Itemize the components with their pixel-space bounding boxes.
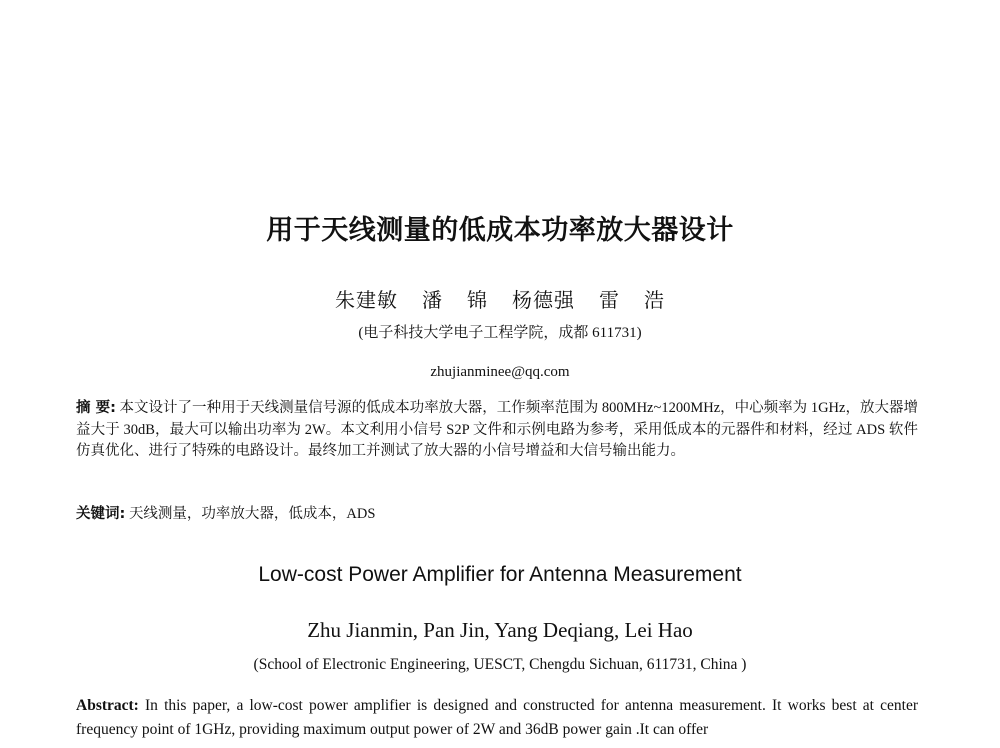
affiliation-cn: (电子科技大学电子工程学院，成都 611731): [358, 325, 642, 341]
abstract-cn: [76, 398, 918, 463]
abstract-cn-label: 摘 要:: [76, 400, 116, 416]
abstract-en: [76, 694, 918, 742]
paper-title-cn: 用于天线测量的低成本功率放大器设计: [266, 215, 734, 246]
authors-en: Zhu Jianmin, Pan Jin, Yang Deqiang, Lei Hao: [307, 618, 693, 642]
authors-cn: 朱建敏 潘 锦 杨德强 雷 浩: [335, 290, 665, 312]
keywords-cn: [76, 504, 918, 526]
keywords-cn-label: 关键词:: [76, 506, 126, 522]
affiliation-en: (School of Electronic Engineering, UESCT, Chengdu Sichuan, 611731, China ): [253, 656, 747, 673]
keywords-cn-text: 天线测量，功率放大器，低成本，ADS: [128, 506, 376, 522]
abstract-en-label: Abstract:: [76, 697, 139, 714]
abstract-cn-text: 本文设计了一种用于天线测量信号源的低成本功率放大器，工作频率范围为 800MHz~1200MHz，中心频率为 1GHz，放大器增益大于 30dB，最大可以输出功率为 2W。本文利用小信号 S2P 文件和示例电路为参考，采用低成本的元器件和材料，经过 ADS 软件仿真优化、进行了特殊的电路设计。最终加工并测试了放大器的小信号增益和大信号输出能力。: [76, 400, 918, 459]
paper-title-en: Low-cost Power Amplifier for Antenna Measurement: [258, 563, 742, 586]
abstract-en-text: In this paper, a low-cost power amplifier is designed and constructed for antenna measurement. It works best at center frequency point of 1GHz, providing maximum output power of 2W and 36dB power gain .It can offer: [76, 697, 918, 738]
author-email: zhujianminee@qq.com: [430, 364, 570, 380]
